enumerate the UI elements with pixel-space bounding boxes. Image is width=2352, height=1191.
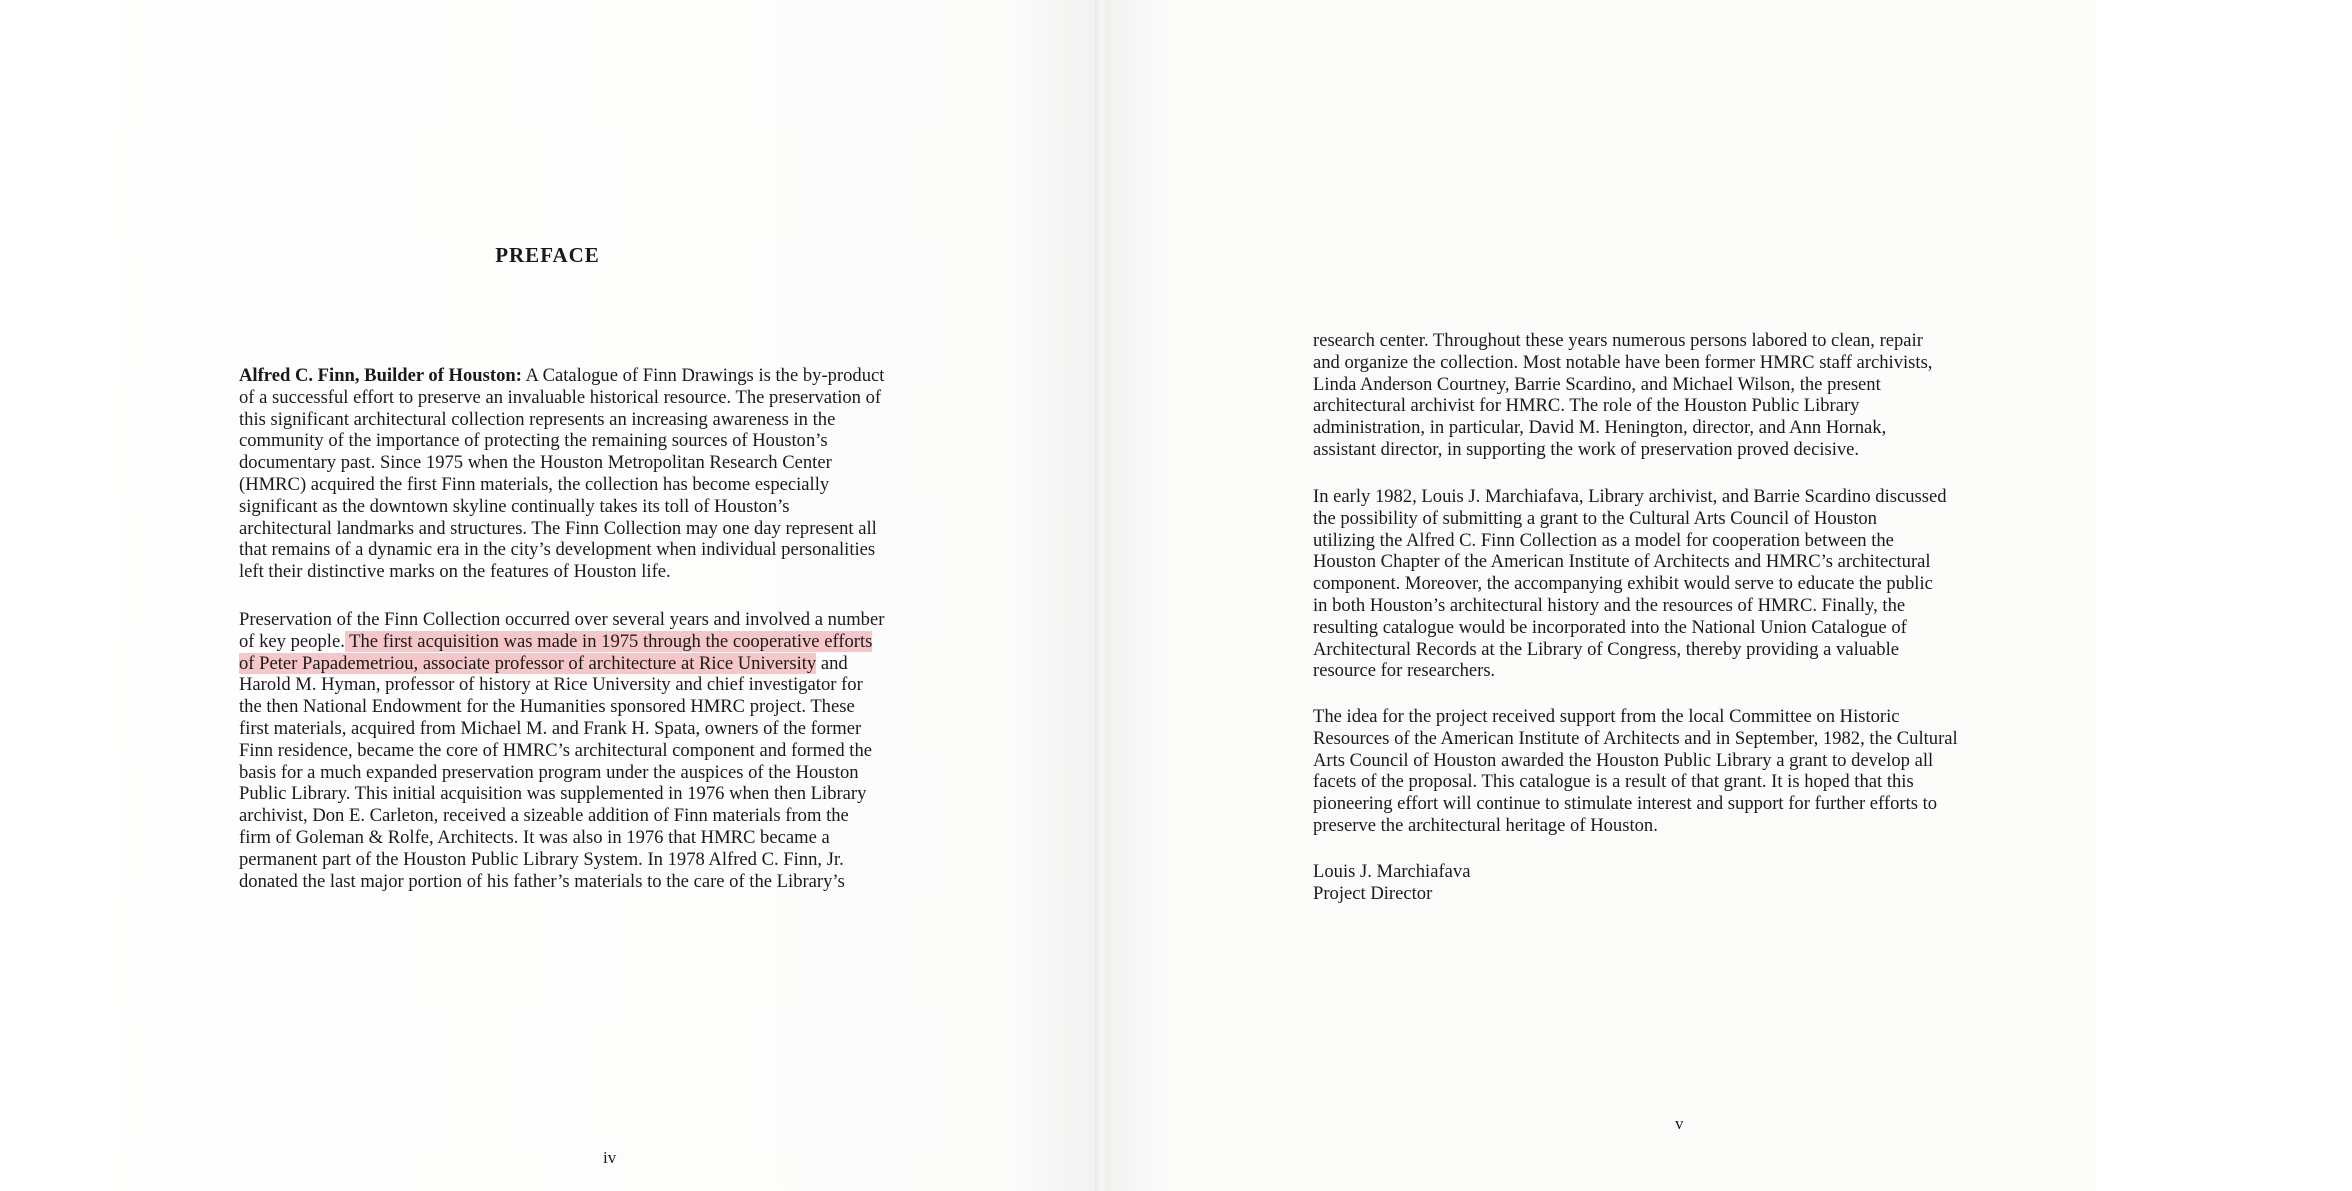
outer-margin [2095,0,2352,1191]
page-number: v [1675,1114,1684,1133]
page-title: PREFACE [495,243,600,267]
paragraph-text: and Harold M. Hyman, professor of history at Rice University and chief investigator for the then National Endowment for the Humanities sponsored HMRC project. These first materials, acquired from Michael M. and Frank H. Spata, owners of the former Finn residence, became the core of HMRC’s architectural component and formed the basis for a much expanded preservation program under the auspices of the Houston Public Library. This initial acquisition was supplemented in 1976 when then Library archivist, Don E. Carleton, received a sizeable addition of Finn materials from the firm of Goleman & Rolfe, Architects. It was also in 1976 that HMRC became a permanent part of the Houston Public Library System. In 1978 Alfred C. Finn, Jr. donated the last major portion of his father’s materials to the care of the Library’s [239,652,872,892]
paragraph-text: Preservation of the Finn Collection occurred over several years and involved a number of key people. [239,609,885,652]
preface-paragraph-3: research center. Throughout these years numerous persons labored to clean, repair and organize the collection. Most notable have been former HMRC staff archivists, Linda Anderson Courtney, Barrie Scardino, and Michael Wilson, the present architectural archivist for HMRC. The role of the Houston Public Library administration, in particular, David M. Henington, director, and Ann Hornak, assistant director, in supporting the work of preservation proved decisive. [1313,330,1933,460]
book-title-lead: Alfred C. Finn, Builder of Houston: [239,365,522,386]
highlighted-passage[interactable]: The first acquisition was made in 1975 through the cooperative efforts of Peter Papademetriou, associate professor of architecture at Rice University [239,630,873,674]
book-gutter [1095,0,1109,1191]
paragraph-text: A Catalogue of Finn Drawings is the by-product of a successful effort to preserve an invaluable historical resource. The preservation of this significant architectural collection represents an increasing awareness in the community of the importance of protecting the remaining sources of Houston’s documentary past. Since 1975 when the Houston Metropolitan Research Center (HMRC) acquired the first Finn materials, the collection has become especially significant as the downtown skyline continually takes its toll of Houston’s architectural landmarks and structures. The Finn Collection may one day represent all that remains of a dynamic era in the city’s development when individual personalities left their distinctive marks on the features of Houston life. [239,365,885,583]
signature-name: Louis J. Marchiafava [1313,861,1471,882]
left-page [0,0,1095,1191]
page-number: iv [603,1148,617,1167]
preface-paragraph-1 [239,365,1009,583]
preface-paragraph-2 [239,609,1009,892]
preface-paragraph-4: In early 1982, Louis J. Marchiafava, Library archivist, and Barrie Scardino discussed the possibility of submitting a grant to the Cultural Arts Council of Houston utilizing the Alfred C. Finn Collection as a model for cooperation between the Houston Chapter of the American Institute of Architects and HMRC’s architectural component. Moreover, the accompanying exhibit would serve to educate the public in both Houston’s architectural history and the resources of HMRC. Finally, the resulting catalogue would be incorporated into the National Union Catalogue of Architectural Records at the Library of Congress, thereby providing a valuable resource for researchers. [1313,486,1947,682]
signature-title: Project Director [1313,883,1433,904]
preface-paragraph-5: The idea for the project received support from the local Committee on Historic Resources of the American Institute of Architects and in September, 1982, the Cultural Arts Council of Houston awarded the Houston Public Library a grant to develop all facets of the proposal. This catalogue is a result of that grant. It is hoped that this pioneering effort will continue to stimulate interest and support for further efforts to preserve the architectural heritage of Houston. [1313,706,1958,836]
